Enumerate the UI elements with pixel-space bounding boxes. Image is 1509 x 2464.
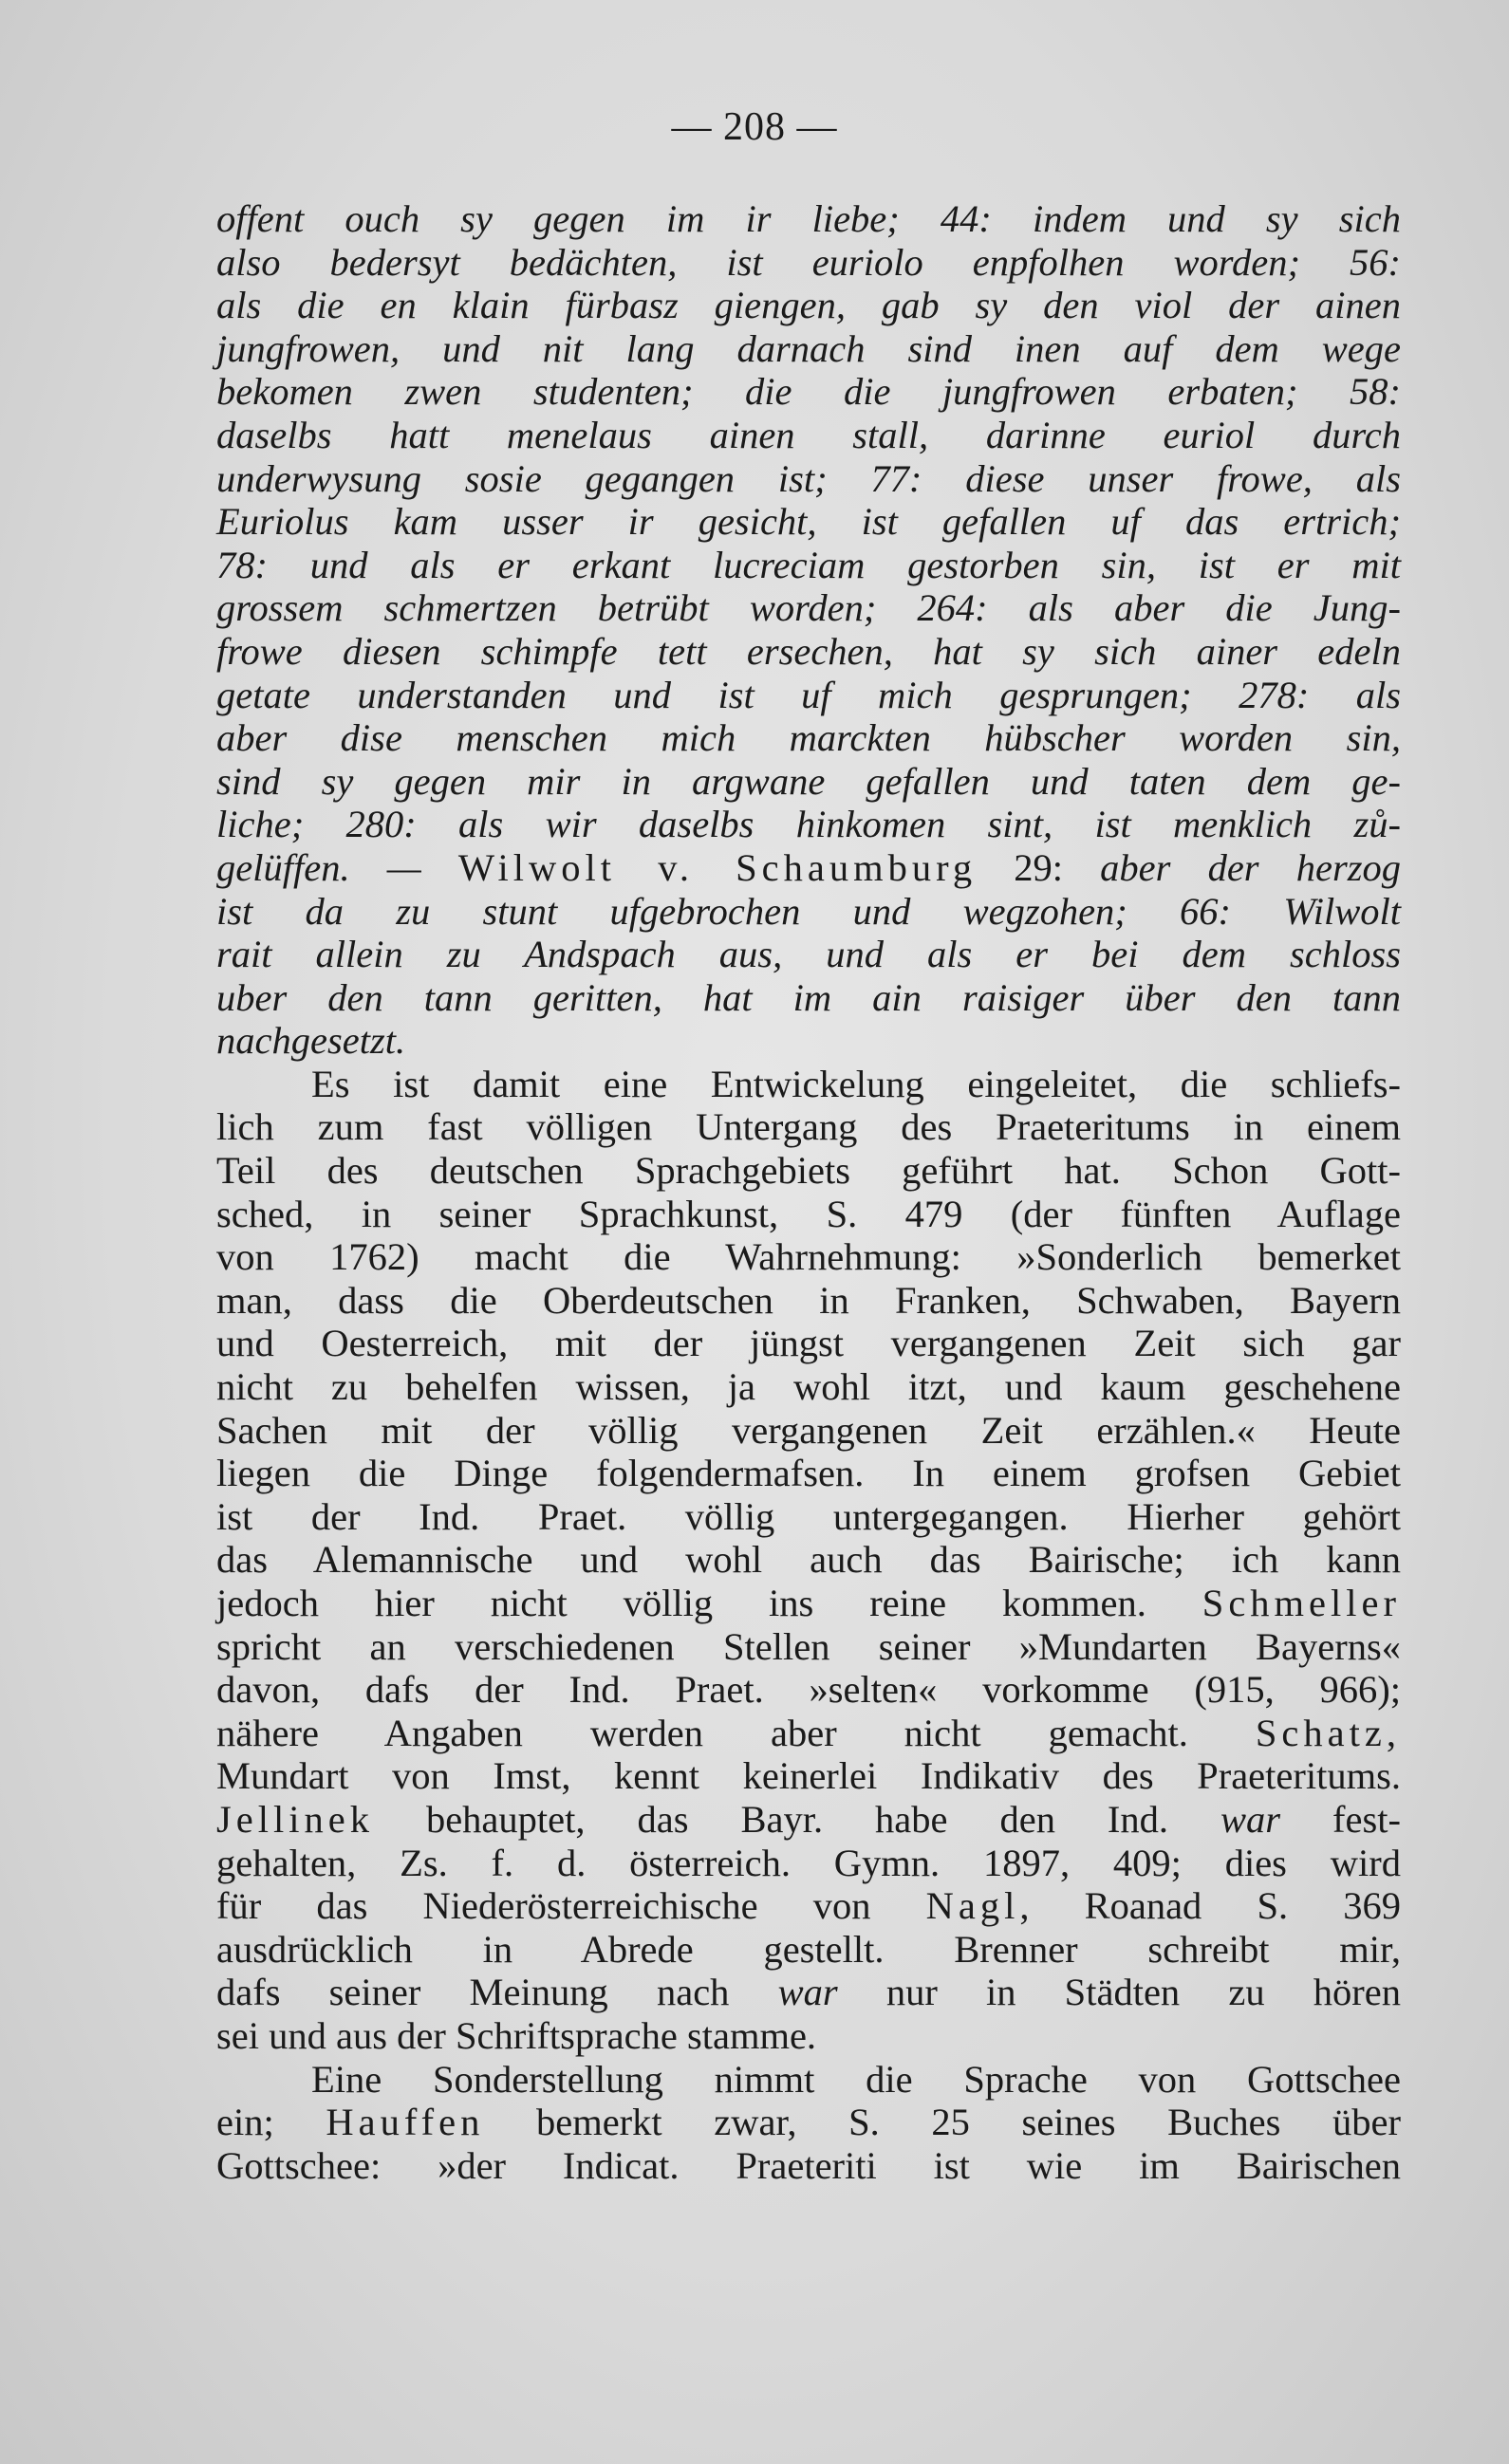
quote-line: grossem schmertzen betrübt worden; 264: als aber die Jung- bbox=[216, 586, 1401, 630]
quote-line: bekomen zwen studenten; die die jungfrowen erbaten; 58: bbox=[216, 370, 1401, 414]
paragraph-line: und Oesterreich, mit der jüngst vergangenen Zeit sich gar bbox=[216, 1322, 1401, 1365]
paragraph-line: sei und aus der Schriftsprache stamme. bbox=[216, 2013, 817, 2057]
text-fragment: fest- bbox=[1280, 1797, 1402, 1841]
quote-line: underwysung sosie gegangen ist; 77: diese unser frowe, als bbox=[216, 456, 1401, 500]
paragraph-line: Teil des deutschen Sprachgebiets geführt hat. Schon Gott- bbox=[216, 1149, 1401, 1193]
author-name: Schatz, bbox=[1255, 1711, 1401, 1754]
body-text bbox=[216, 197, 1401, 2187]
text-fragment: jedoch hier nicht völlig ins reine kommen. bbox=[216, 1582, 1202, 1624]
quote-line: Euriolus kam usser ir gesicht, ist gefallen uf das ertrich; bbox=[216, 500, 1401, 544]
paragraph-line: nicht zu behelfen wissen, ja wohl itzt, und kaum geschehene bbox=[216, 1365, 1401, 1409]
page-number: — 208 — bbox=[671, 105, 838, 149]
text-fragment: , Roanad S. 369 bbox=[1019, 1884, 1401, 1928]
text-fragment: dafs seiner Meinung nach bbox=[216, 1971, 778, 2014]
quote-line: als die en klain fürbasz giengen, gab sy den viol der ainen bbox=[216, 284, 1401, 327]
quote-fragment: 29: bbox=[977, 845, 1101, 889]
emphasis-word: war bbox=[1220, 1797, 1281, 1841]
quote-line: sind sy gegen mir in argwane gefallen und taten dem ge- bbox=[216, 759, 1401, 803]
quote-line-author bbox=[216, 846, 1401, 890]
paragraph-1 bbox=[216, 1063, 1401, 2058]
quote-line: nachgesetzt. bbox=[216, 1019, 406, 1063]
paragraph-line bbox=[216, 1884, 1401, 1928]
paragraph-line bbox=[216, 1712, 1401, 1755]
text-fragment: nur in Städten zu hören bbox=[837, 1971, 1401, 2014]
quote-fragment: aber der herzog bbox=[1100, 845, 1401, 889]
quotation-block bbox=[216, 197, 1401, 1063]
paragraph-line bbox=[216, 1971, 1401, 2014]
paragraph-line: Sachen mit der völlig vergangenen Zeit erzählen.« Heute bbox=[216, 1408, 1401, 1452]
quote-line: rait allein zu Andspach aus, und als er bei dem schloss bbox=[216, 933, 1401, 976]
text-fragment: behauptet, das Bayr. habe den Ind. bbox=[373, 1797, 1221, 1841]
paragraph-line: sched, in seiner Sprachkunst, S. 479 (der fünften Auflage bbox=[216, 1192, 1401, 1235]
paragraph-line bbox=[216, 1582, 1401, 1625]
text-fragment: bemerkt zwar, S. 25 seines Buches über bbox=[484, 2101, 1401, 2144]
quote-line: ist da zu stunt ufgebrochen und wegzohen; 66: Wilwolt bbox=[216, 889, 1401, 933]
paragraph-2 bbox=[216, 2058, 1401, 2188]
paragraph-line bbox=[216, 2101, 1401, 2144]
emphasis-word: war bbox=[777, 1971, 838, 2014]
text-fragment: nähere Angaben werden aber nicht gemacht. bbox=[216, 1711, 1256, 1754]
text-fragment: ein; bbox=[216, 2101, 326, 2144]
paragraph-line: Gottschee: »der Indicat. Praeteriti ist wie im Bairischen bbox=[216, 2143, 1401, 2187]
paragraph-line: Eine Sonderstellung nimmt die Sprache von Gottschee bbox=[311, 2057, 1401, 2101]
paragraph-line: lich zum fast völligen Untergang des Praeteritums in einem bbox=[216, 1105, 1401, 1149]
paragraph-line: das Alemannische und wohl auch das Bairische; ich kann bbox=[216, 1538, 1401, 1582]
paragraph-line: von 1762) macht die Wahrnehmung: »Sonderlich bemerket bbox=[216, 1235, 1401, 1279]
quote-line: frowe diesen schimpfe tett ersechen, hat sy sich ainer edeln bbox=[216, 629, 1401, 673]
paragraph-line: liegen die Dinge folgendermafsen. In einem grofsen Gebiet bbox=[216, 1452, 1401, 1495]
quote-line: aber dise menschen mich marckten hübscher worden sin, bbox=[216, 716, 1401, 760]
author-name: Schmeller bbox=[1202, 1582, 1401, 1624]
paragraph-line: ist der Ind. Praet. völlig untergegangen. Hierher gehört bbox=[216, 1494, 1401, 1538]
quote-line: getate understanden und ist uf mich gesprungen; 278: als bbox=[216, 673, 1401, 716]
paragraph-line: gehalten, Zs. f. d. österreich. Gymn. 1897, 409; dies wird bbox=[216, 1841, 1401, 1884]
author-name: Nagl bbox=[925, 1884, 1020, 1928]
quote-line: jungfrowen, und nit lang darnach sind inen auf dem wege bbox=[216, 326, 1401, 370]
paragraph-line: Mundart von Imst, kennt keinerlei Indikativ des Praeteritums. bbox=[216, 1754, 1401, 1798]
quote-line: 78: und als er erkant lucreciam gestorben sin, ist er mit bbox=[216, 543, 1401, 586]
quote-line: offent ouch sy gegen im ir liebe; 44: indem und sy sich bbox=[216, 197, 1401, 240]
source-author: Wilwolt v. Schaumburg bbox=[457, 845, 978, 889]
text-fragment: für das Niederösterreichische von bbox=[216, 1884, 926, 1928]
author-name: Jellinek bbox=[216, 1797, 374, 1841]
quote-line: daselbs hatt menelaus ainen stall, darinne euriol durch bbox=[216, 413, 1401, 456]
quote-line: liche; 280: als wir daselbs hinkomen sint, ist menklich zů- bbox=[216, 803, 1401, 846]
paragraph-line: Es ist damit eine Entwickelung eingeleitet, die schliefs- bbox=[311, 1062, 1401, 1105]
quote-line: also bedersyt bedächten, ist euriolo enpfolhen worden; 56: bbox=[216, 240, 1401, 284]
paragraph-line: man, dass die Oberdeutschen in Franken, Schwaben, Bayern bbox=[216, 1278, 1401, 1322]
paragraph-line: ausdrücklich in Abrede gestellt. Brenner schreibt mir, bbox=[216, 1927, 1401, 1971]
paragraph-line: davon, dafs der Ind. Praet. »selten« vorkomme (915, 966); bbox=[216, 1668, 1401, 1712]
quote-line: uber den tann geritten, hat im ain raisiger über den tann bbox=[216, 975, 1401, 1019]
paragraph-line bbox=[216, 1798, 1401, 1842]
paragraph-line: spricht an verschiedenen Stellen seiner »Mundarten Bayerns« bbox=[216, 1624, 1401, 1668]
author-name: Hauffen bbox=[326, 2101, 485, 2144]
quote-fragment: gelüffen. — bbox=[216, 845, 458, 889]
